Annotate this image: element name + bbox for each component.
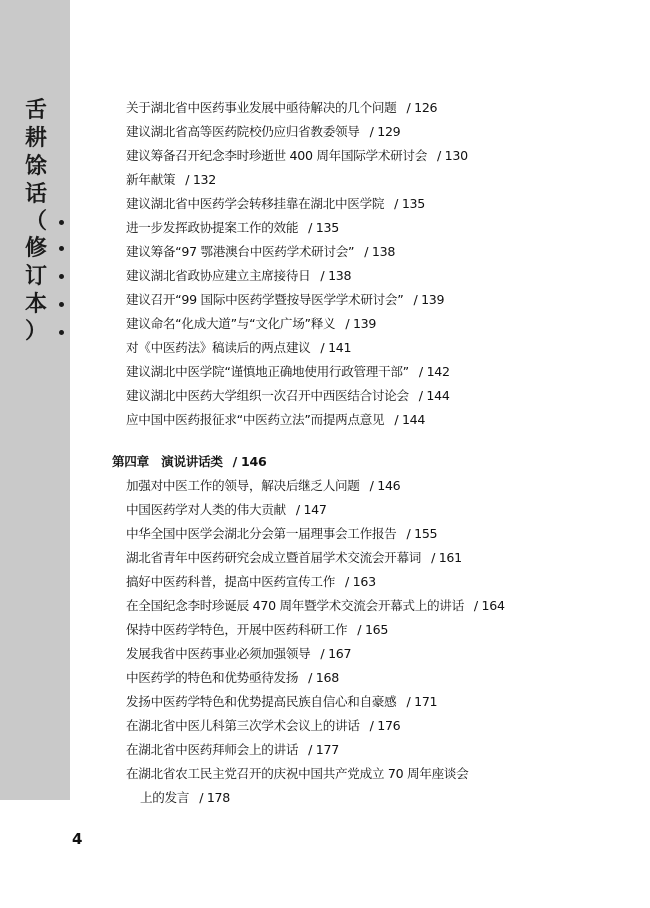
chapter-page: / 146 <box>232 454 267 469</box>
toc-entry-title: 进一步发挥政协提案工作的效能 <box>126 220 299 235</box>
book-title-char: 耕 <box>24 125 47 151</box>
toc-entry-page: / 135 <box>308 220 339 235</box>
toc-entry-page: / 139 <box>413 292 445 307</box>
toc-entry <box>112 288 632 312</box>
toc-entry-title: 建议湖北省高等医药院校仍应归省教委领导 <box>126 124 360 139</box>
toc-entry <box>112 312 632 336</box>
toc-entry-title: 建议筹备“97 鄂港澳台中医药学术研讨会” <box>126 244 355 259</box>
toc-entry <box>112 714 632 738</box>
toc-entry-title: 保持中医药学特色，开展中医药科研工作 <box>126 622 348 637</box>
toc-entry-page: / 138 <box>320 268 352 283</box>
toc-entry-page: / 147 <box>295 502 327 517</box>
toc-entry <box>112 498 632 522</box>
toc-entry-title: 中国医药学对人类的伟大贡献 <box>126 502 286 517</box>
toc-entry <box>112 168 632 192</box>
toc-entry-page: / 142 <box>418 364 450 379</box>
decor-dot <box>59 220 64 225</box>
toc-entry <box>112 570 632 594</box>
toc-entry-title: 搞好中医药科普，提高中医药宣传工作 <box>126 574 335 589</box>
toc-entry <box>112 384 632 408</box>
table-of-contents <box>112 96 632 810</box>
toc-entry-title: 建议湖北省中医药学会转移挂靠在湖北中医学院 <box>126 196 385 211</box>
toc-entry-page: / 130 <box>437 148 468 163</box>
toc-entry-title: 中华全国中医学会湖北分会第一届理事会工作报告 <box>126 526 397 541</box>
toc-entry-page: / 161 <box>431 550 462 565</box>
toc-entry-title: 在全国纪念李时珍诞辰 470 周年暨学术交流会开幕式上的讲话 <box>126 598 464 613</box>
book-title-char: 修 <box>16 234 56 262</box>
toc-entry-title: 中医药学的特色和优势亟待发扬 <box>126 670 299 685</box>
toc-entry-page: / 135 <box>394 196 425 211</box>
toc-entry-title: 在湖北省中医药拜师会上的讲话 <box>126 742 299 757</box>
toc-entry-page: / 171 <box>406 694 438 709</box>
toc-entry <box>112 192 632 216</box>
toc-entry-title: 在湖北省农工民主党召开的庆祝中国共产党成立 70 周年座谈会 <box>126 766 469 781</box>
toc-entry-page: / 126 <box>406 100 438 115</box>
toc-entry-title: 建议湖北中医药大学组织一次召开中西医结合讨论会 <box>126 388 409 403</box>
toc-entry <box>112 144 632 168</box>
decor-dot <box>59 274 64 279</box>
toc-entry-page: / 129 <box>369 124 401 139</box>
book-title-char: ） <box>16 318 56 344</box>
book-title-char: 话 <box>24 181 47 207</box>
toc-entry <box>112 264 632 288</box>
toc-entry-title: 建议召开“99 国际中医药学暨按导医学学术研讨会” <box>126 292 404 307</box>
toc-entry-page: / 176 <box>369 718 401 733</box>
toc-entry-title: 建议命名“化成大道”与“文化广场”释义 <box>126 316 336 331</box>
toc-entry-title: 湖北省青年中医药研究会成立暨首届学术交流会开幕词 <box>126 550 422 565</box>
toc-entry-title: 加强对中医工作的领导，解决后继乏人问题 <box>126 478 360 493</box>
decor-dot <box>59 302 64 307</box>
book-title-char: 本 <box>16 290 56 318</box>
toc-entry-page: / 144 <box>394 412 426 427</box>
toc-chapter-heading <box>112 450 632 474</box>
toc-entry-page: / 165 <box>357 622 389 637</box>
toc-entry-page: / 177 <box>308 742 339 757</box>
toc-entry-page: / 155 <box>406 526 438 541</box>
toc-entry <box>112 96 632 120</box>
toc-entry <box>112 360 632 384</box>
book-title-char: 舌 <box>24 97 47 123</box>
toc-entry-page: / 144 <box>418 388 450 403</box>
toc-entry <box>112 642 632 666</box>
toc-entry <box>112 762 632 786</box>
toc-entry-page: / 139 <box>345 316 377 331</box>
decor-dot <box>59 330 64 335</box>
toc-entry-page: / 178 <box>199 790 230 805</box>
toc-entry-title: 关于湖北省中医药事业发展中亟待解决的几个问题 <box>126 100 397 115</box>
book-title-char: （ <box>16 208 56 234</box>
book-title-char: 订 <box>16 262 56 290</box>
toc-entry <box>112 594 632 618</box>
toc-entry-title: 新年献策 <box>126 172 176 187</box>
toc-entry-page: / 164 <box>473 598 505 613</box>
page-number: 4 <box>72 830 83 848</box>
toc-entry <box>112 666 632 690</box>
toc-entry-title: 应中国中医药报征求“中医药立法”而提两点意见 <box>126 412 385 427</box>
toc-entry-title: 发扬中医药学特色和优势提高民族自信心和自豪感 <box>126 694 397 709</box>
toc-entry <box>112 240 632 264</box>
toc-entry <box>112 690 632 714</box>
toc-entry-title: 上的发言 <box>140 790 190 805</box>
book-title-vertical <box>16 96 56 344</box>
toc-entry-page: / 132 <box>185 172 216 187</box>
toc-entry-title: 建议筹备召开纪念李时珍逝世 400 周年国际学术研讨会 <box>126 148 428 163</box>
toc-entry-page: / 163 <box>345 574 376 589</box>
toc-entry-title: 建议湖北中医学院“谨慎地正确地使用行政管理干部” <box>126 364 409 379</box>
toc-entry <box>112 738 632 762</box>
toc-entry <box>112 474 632 498</box>
toc-entry-page: / 141 <box>320 340 352 355</box>
toc-entry-page: / 138 <box>364 244 396 259</box>
toc-entry-page: / 167 <box>320 646 352 661</box>
toc-entry <box>112 522 632 546</box>
toc-entry <box>112 546 632 570</box>
toc-entry <box>112 336 632 360</box>
toc-entry-title: 发展我省中医药事业必须加强领导 <box>126 646 311 661</box>
toc-entry-title: 对《中医药法》稿读后的两点建议 <box>126 340 311 355</box>
toc-entry <box>112 120 632 144</box>
toc-entry-title: 在湖北省中医儿科第三次学术会议上的讲话 <box>126 718 360 733</box>
toc-entry-title: 建议湖北省政协应建立主席接待日 <box>126 268 311 283</box>
decor-dot <box>59 246 64 251</box>
toc-entry-page: / 168 <box>308 670 339 685</box>
toc-entry <box>112 618 632 642</box>
chapter-title: 第四章 演说讲话类 <box>112 454 223 469</box>
toc-entry <box>112 216 632 240</box>
book-title-char: 馀 <box>24 153 47 179</box>
toc-entry-page: / 146 <box>369 478 401 493</box>
toc-entry-continuation <box>112 786 632 810</box>
toc-entry <box>112 408 632 432</box>
